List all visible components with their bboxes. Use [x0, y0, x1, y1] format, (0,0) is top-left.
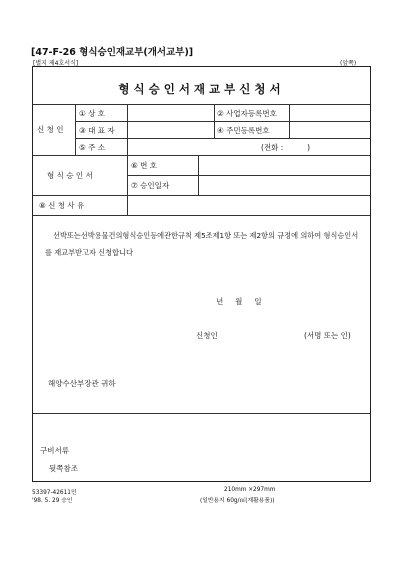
divider — [289, 104, 290, 138]
representative-label: ③ 대 표 자 — [79, 126, 115, 135]
documents-value: 뒷쪽참조 — [49, 464, 78, 473]
divider — [33, 195, 370, 196]
application-statement: 선박또는선박용물건의형식승인등에관한규칙 제5조제1항 또는 제2항의 규정에 의하여 형식승인서를 재교부받고자 신청합니다 — [45, 231, 359, 257]
recipient: 해양수산부장관 귀하 — [48, 379, 116, 388]
form-code: [47-F-26 형식승인재교부(개서교부)] — [31, 47, 194, 58]
divider — [127, 155, 128, 195]
divider — [33, 413, 370, 414]
certificate-number-label: ⑥ 번 호 — [131, 161, 157, 170]
divider — [127, 104, 128, 155]
attachment-label: [별지 제4호서식] — [33, 60, 79, 67]
signature-note: (서명 또는 인) — [304, 331, 351, 340]
reason-label: ⑧ 신 청 사 유 — [39, 201, 85, 210]
application-form — [32, 66, 371, 482]
copy-type-label: (앞쪽) — [340, 60, 357, 67]
approval-date-label: ⑦ 승인일자 — [131, 181, 170, 190]
divider — [214, 104, 215, 138]
resident-reg-no-label: ④ 주민등록번호 — [217, 126, 270, 135]
business-reg-no-label: ② 사업자등록번호 — [217, 109, 277, 118]
divider — [75, 104, 76, 155]
divider — [75, 121, 370, 122]
footer-approval: '98. 5. 29 승인 — [32, 498, 73, 504]
footer-size: 210mm ×297mm — [224, 487, 276, 493]
footer-paper: (일반용지 60g/㎡(재활용품)) — [200, 498, 275, 504]
divider — [127, 175, 370, 176]
form-title: 형식승인서재교부신청서 — [118, 82, 285, 96]
company-label: ① 상 호 — [79, 109, 105, 118]
date-line: 년 월 일 — [216, 297, 262, 306]
divider — [198, 155, 199, 195]
certificate-group-label: 형 식 승 인 서 — [47, 171, 93, 180]
divider — [33, 155, 370, 156]
divider — [33, 215, 370, 216]
divider — [33, 104, 370, 105]
divider — [127, 195, 128, 215]
footer-code: 53397-42611민 — [32, 490, 77, 496]
phone-label: (전화 : ) — [261, 143, 311, 152]
documents-label: 구비서류 — [40, 446, 69, 455]
signer-label: 신청인 — [196, 331, 218, 340]
divider — [75, 138, 370, 139]
applicant-group-label: 신 청 인 — [37, 125, 64, 134]
address-label: ⑤ 주 소 — [79, 143, 105, 152]
